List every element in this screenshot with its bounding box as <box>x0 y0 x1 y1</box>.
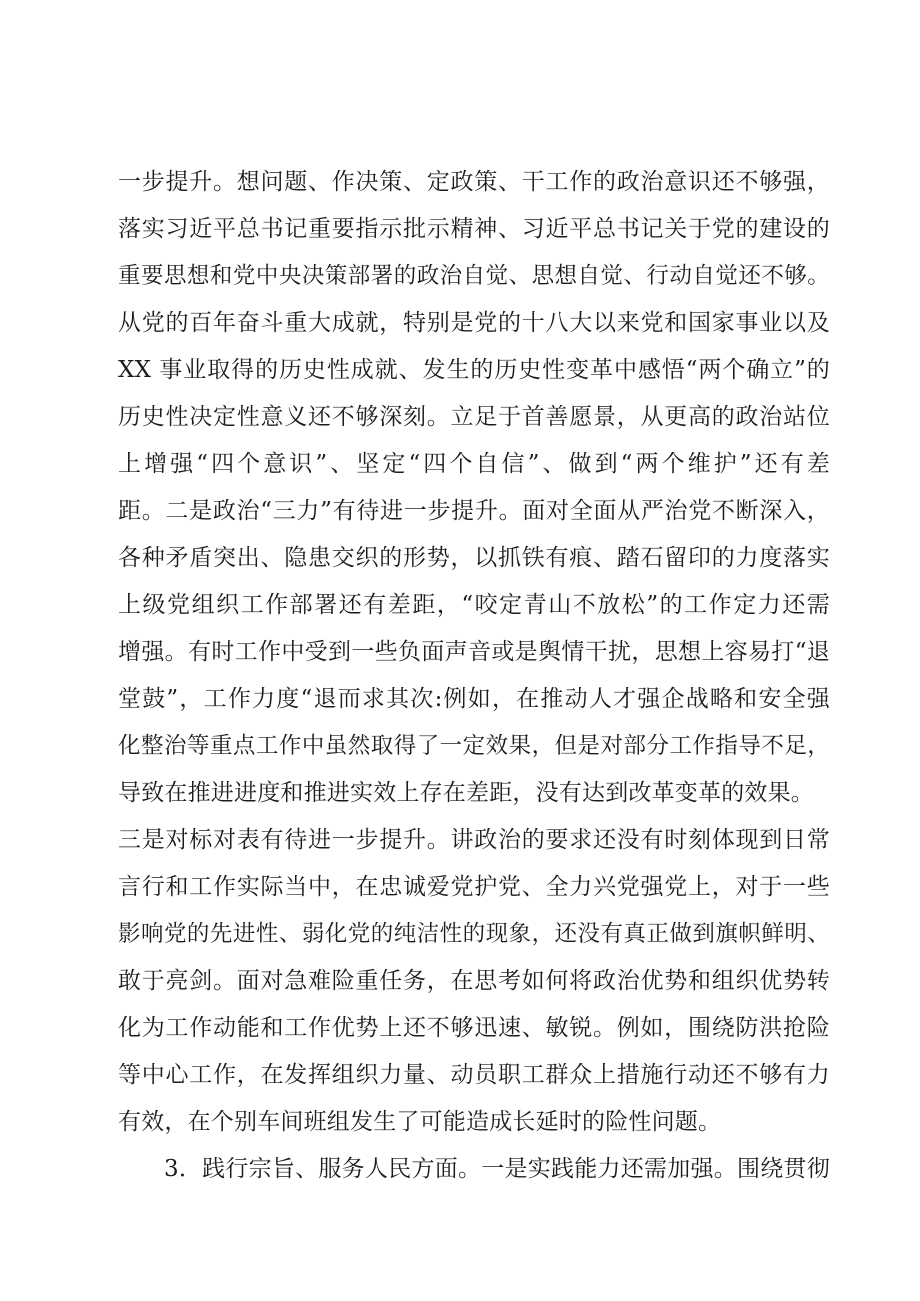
text-line: 上级党组织工作部署还有差距，“咬定青山不放松”的工作定力还需 <box>118 592 830 618</box>
text-line: 距。二是政治“三力”有待进一步提升。面对全面从严治党不断深入， <box>118 498 830 524</box>
text-line: 影响党的先进性、弱化党的纯洁性的现象，还没有真正做到旗帜鲜明、 <box>118 921 830 947</box>
text-line: 有效，在个别车间班组发生了可能造成长延时的险性问题。 <box>118 1109 722 1135</box>
text-line: 从党的百年奋斗重大成就，特别是党的十八大以来党和国家事业以及 <box>118 310 830 336</box>
text-line: 一步提升。想问题、作决策、定政策、干工作的政治意识还不够强， <box>118 169 830 195</box>
text-line: 上增强“四个意识”、坚定“四个自信”、做到“两个维护”还有差 <box>118 451 830 477</box>
section-heading-line: 3．践行宗旨、服务人民方面。一是实践能力还需加强。围绕贯彻 <box>164 1156 830 1182</box>
text-line: 三是对标对表有待进一步提升。讲政治的要求还没有时刻体现到日常 <box>118 827 830 853</box>
text-line: 导致在推进进度和推进实效上存在差距，没有达到改革变革的效果。 <box>118 780 814 806</box>
text-line: 增强。有时工作中受到一些负面声音或是舆情干扰，思想上容易打“退 <box>118 639 830 665</box>
text-line: 历史性决定性意义还不够深刻。立足于首善愿景，从更高的政治站位 <box>118 404 830 430</box>
text-line: 言行和工作实际当中，在忠诚爱党护党、全力兴党强党上，对于一些 <box>118 874 830 900</box>
text-line: 等中心工作，在发挥组织力量、动员职工群众上措施行动还不够有力 <box>118 1062 830 1088</box>
text-line: 化整治等重点工作中虽然取得了一定效果，但是对部分工作指导不足， <box>118 733 830 759</box>
text-line: 敢于亮剑。面对急难险重任务，在思考如何将政治优势和组织优势转 <box>118 968 830 994</box>
text-line: 各种矛盾突出、隐患交织的形势，以抓铁有痕、踏石留印的力度落实 <box>118 545 830 571</box>
text-line: 落实习近平总书记重要指示批示精神、习近平总书记关于党的建设的 <box>118 216 830 242</box>
text-line: 化为工作动能和工作优势上还不够迅速、敏锐。例如，围绕防洪抢险 <box>118 1015 830 1041</box>
text-line: XX 事业取得的历史性成就、发生的历史性变革中感悟“两个确立”的 <box>118 357 830 383</box>
text-line: 重要思想和党中央决策部署的政治自觉、思想自觉、行动自觉还不够。 <box>118 263 830 289</box>
text-line: 堂鼓”，工作力度“退而求其次:例如，在推动人才强企战略和安全强 <box>118 686 830 712</box>
